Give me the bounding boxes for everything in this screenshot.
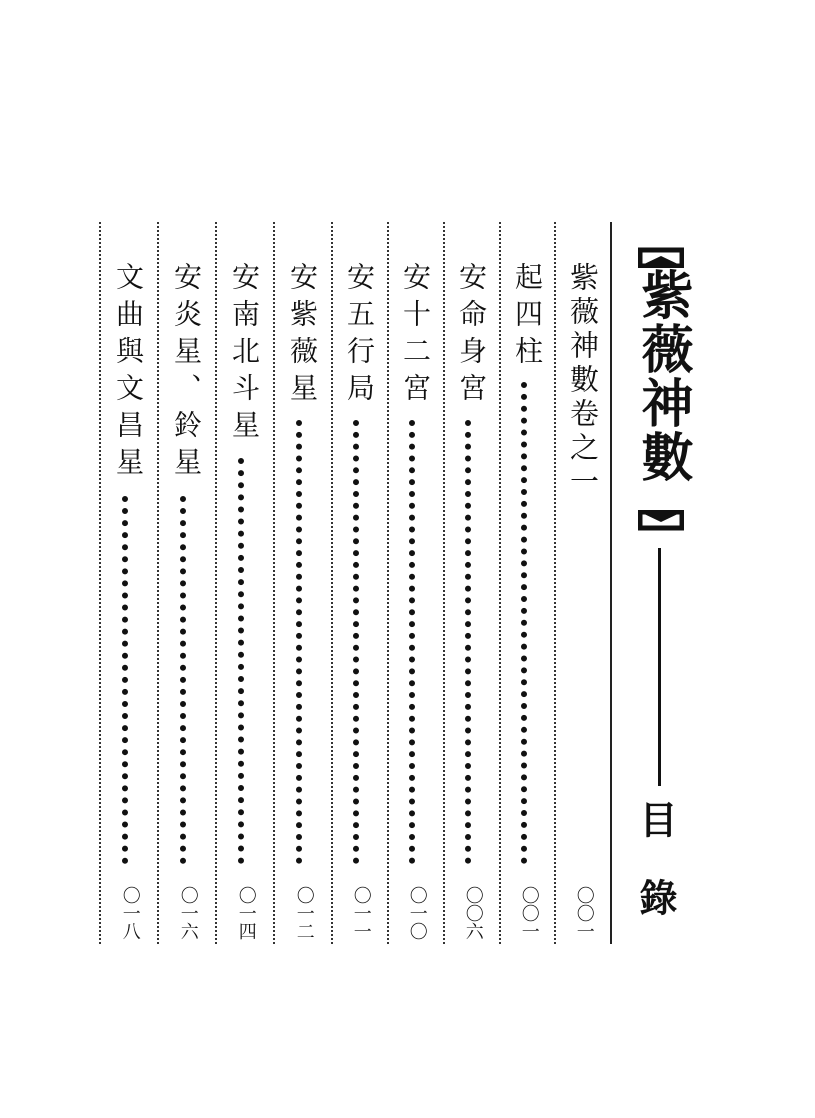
toc-entry-page: 〇一六 — [177, 886, 199, 940]
toc-entry-label[interactable]: 安五行局 — [343, 262, 376, 410]
toc-entry-page: 〇〇六 — [462, 886, 484, 940]
dot-leader — [238, 458, 244, 864]
toc-entry-page: 〇一二 — [293, 886, 315, 940]
toc-entry-label[interactable]: 安炎星、鈴星 — [170, 262, 203, 484]
toc-entry-page: 〇一〇 — [406, 886, 428, 940]
column-separator — [99, 222, 101, 944]
column-separator — [499, 222, 501, 944]
column-separator — [387, 222, 389, 944]
dot-leader — [122, 496, 128, 864]
column-separator — [554, 222, 556, 944]
dot-leader — [465, 420, 471, 864]
dot-leader — [353, 420, 359, 864]
toc-entry-label[interactable]: 文曲與文昌星 — [112, 262, 145, 484]
volume-title: 紫薇神數卷之一 — [566, 262, 600, 500]
toc-entry-label[interactable]: 起四柱 — [511, 262, 544, 373]
column-separator — [443, 222, 445, 944]
dot-leader — [409, 420, 415, 864]
column-separator — [215, 222, 217, 944]
column-separator — [157, 222, 159, 944]
title-close-bracket — [638, 510, 684, 532]
column-separator — [610, 222, 612, 944]
book-title: 紫薇神數 — [632, 268, 692, 484]
volume-page: 〇〇一 — [573, 886, 595, 940]
dot-leader — [521, 382, 527, 864]
toc-entry-page: 〇一四 — [235, 886, 257, 940]
toc-entry-page: 〇〇一 — [518, 886, 540, 940]
section-label: 目錄 — [633, 800, 677, 956]
toc-entry-label[interactable]: 安命身宮 — [455, 262, 488, 410]
toc-entry-label[interactable]: 安紫薇星 — [286, 262, 319, 410]
toc-entry-label[interactable]: 安十二宮 — [399, 262, 432, 410]
header-rule — [658, 548, 661, 786]
toc-entry-label[interactable]: 安南北斗星 — [228, 262, 261, 447]
dot-leader — [180, 496, 186, 864]
column-separator — [273, 222, 275, 944]
dot-leader — [296, 420, 302, 864]
toc-entry-page: 〇一八 — [119, 886, 141, 940]
column-separator — [331, 222, 333, 944]
toc-entry-page: 〇一一 — [350, 886, 372, 940]
title-open-bracket — [638, 246, 684, 268]
